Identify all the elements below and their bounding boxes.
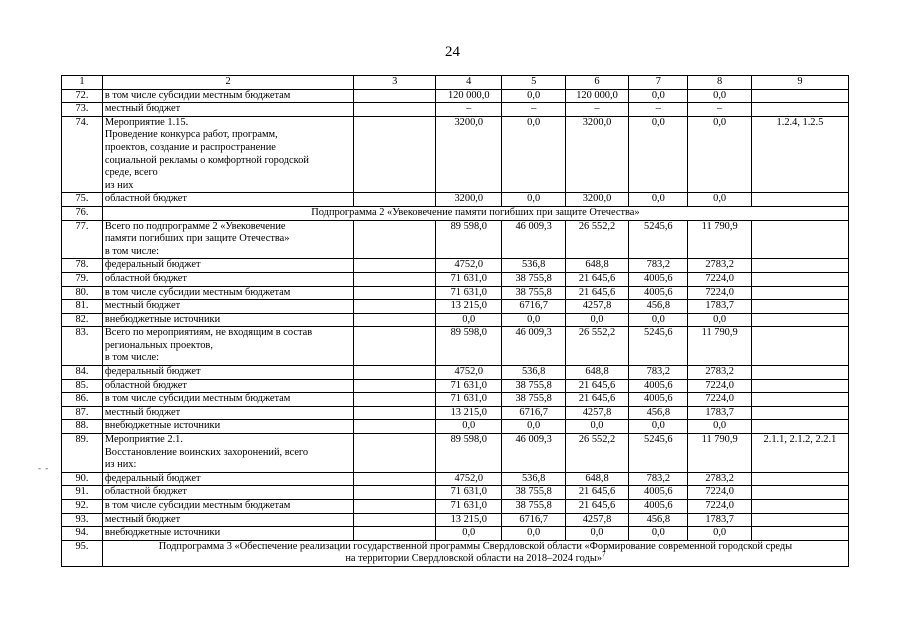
header-cell: 8: [688, 76, 751, 90]
target-indicators: [751, 500, 848, 514]
year-value: 0,0: [688, 89, 751, 103]
year-value: 38 755,8: [502, 486, 565, 500]
table-body: [62, 89, 849, 566]
year-value: 0,0: [688, 420, 751, 434]
row-number: 90.: [62, 472, 103, 486]
total-value: 0,0: [436, 527, 502, 541]
year-value: 0,0: [502, 313, 565, 327]
year-value: 5245,6: [629, 327, 688, 366]
year-value: 0,0: [688, 193, 751, 207]
row-number: 79.: [62, 272, 103, 286]
target-indicators: [751, 89, 848, 103]
item-name: областной бюджет: [102, 272, 353, 286]
target-indicators: [751, 393, 848, 407]
header-cell: 6: [565, 76, 628, 90]
year-value: 1783,7: [688, 406, 751, 420]
year-value: 0,0: [688, 313, 751, 327]
year-value: 38 755,8: [502, 272, 565, 286]
page-number: 24: [445, 44, 460, 60]
year-value: 783,2: [629, 472, 688, 486]
year-value: 0,0: [629, 313, 688, 327]
year-value: 3200,0: [565, 116, 628, 193]
target-indicators: [751, 259, 848, 273]
item-name: областной бюджет: [102, 486, 353, 500]
table-row: [62, 313, 849, 327]
row-number: 75.: [62, 193, 103, 207]
col3-value: [354, 434, 436, 473]
year-value: 0,0: [565, 527, 628, 541]
year-value: 26 552,2: [565, 327, 628, 366]
col3-value: [354, 103, 436, 117]
year-value: 648,8: [565, 259, 628, 273]
year-value: 456,8: [629, 513, 688, 527]
year-value: 4005,6: [629, 379, 688, 393]
year-value: 0,0: [629, 193, 688, 207]
table-row: [62, 327, 849, 366]
row-number: 76.: [62, 206, 103, 220]
item-name: федеральный бюджет: [102, 366, 353, 380]
header-cell: 9: [751, 76, 848, 90]
table-row: [62, 286, 849, 300]
item-name: местный бюджет: [102, 103, 353, 117]
item-name: Мероприятие 2.1. Восстановление воинских захоронений, всего из них:: [102, 434, 353, 473]
year-value: 6716,7: [502, 513, 565, 527]
col3-value: [354, 527, 436, 541]
total-value: 4752,0: [436, 259, 502, 273]
target-indicators: 1.2.4, 1.2.5: [751, 116, 848, 193]
year-value: 21 645,6: [565, 500, 628, 514]
item-name: Мероприятие 1.15. Проведение конкурса работ, программ, проектов, создание и распространение социальной рекламы о комфортной городской среде, всего из них: [102, 116, 353, 193]
total-value: 3200,0: [436, 116, 502, 193]
year-value: –: [629, 103, 688, 117]
total-value: 89 598,0: [436, 327, 502, 366]
col3-value: [354, 300, 436, 314]
year-value: 11 790,9: [688, 220, 751, 259]
item-name: в том числе субсидии местным бюджетам: [102, 500, 353, 514]
row-number: 78.: [62, 259, 103, 273]
item-name: областной бюджет: [102, 379, 353, 393]
footnote-mark: 7: [602, 550, 606, 559]
target-indicators: [751, 366, 848, 380]
target-indicators: [751, 527, 848, 541]
total-value: 71 631,0: [436, 272, 502, 286]
table-row: [62, 89, 849, 103]
total-value: 0,0: [436, 313, 502, 327]
table-row: [62, 434, 849, 473]
target-indicators: [751, 103, 848, 117]
item-name: местный бюджет: [102, 406, 353, 420]
total-value: 71 631,0: [436, 393, 502, 407]
target-indicators: [751, 220, 848, 259]
year-value: 2783,2: [688, 259, 751, 273]
scan-mark: - -: [38, 463, 50, 473]
item-name: Всего по подпрограмме 2 «Увековечение памяти погибших при защите Отечества» в том числе:: [102, 220, 353, 259]
year-value: 4005,6: [629, 500, 688, 514]
year-value: 6716,7: [502, 300, 565, 314]
table-row: [62, 379, 849, 393]
year-value: 1783,7: [688, 513, 751, 527]
year-value: 46 009,3: [502, 327, 565, 366]
item-name: в том числе субсидии местным бюджетам: [102, 393, 353, 407]
row-number: 87.: [62, 406, 103, 420]
target-indicators: [751, 327, 848, 366]
year-value: 5245,6: [629, 434, 688, 473]
year-value: 21 645,6: [565, 393, 628, 407]
table-row: [62, 472, 849, 486]
row-number: 88.: [62, 420, 103, 434]
total-value: 13 215,0: [436, 513, 502, 527]
total-value: 71 631,0: [436, 286, 502, 300]
year-value: –: [502, 103, 565, 117]
item-name: местный бюджет: [102, 300, 353, 314]
table-row: [62, 513, 849, 527]
row-number: 91.: [62, 486, 103, 500]
year-value: 648,8: [565, 472, 628, 486]
total-value: 13 215,0: [436, 406, 502, 420]
total-value: –: [436, 103, 502, 117]
item-name: внебюджетные источники: [102, 420, 353, 434]
row-number: 85.: [62, 379, 103, 393]
row-number: 73.: [62, 103, 103, 117]
table-header-row: [62, 76, 849, 90]
total-value: 0,0: [436, 420, 502, 434]
year-value: 38 755,8: [502, 500, 565, 514]
col3-value: [354, 366, 436, 380]
total-value: 71 631,0: [436, 486, 502, 500]
row-number: 77.: [62, 220, 103, 259]
col3-value: [354, 193, 436, 207]
header-cell: 3: [354, 76, 436, 90]
year-value: 4005,6: [629, 486, 688, 500]
year-value: 3200,0: [565, 193, 628, 207]
header-cell: 4: [436, 76, 502, 90]
row-number: 95.: [62, 540, 103, 566]
year-value: 0,0: [502, 116, 565, 193]
table-row: [62, 259, 849, 273]
year-value: 648,8: [565, 366, 628, 380]
year-value: 26 552,2: [565, 434, 628, 473]
col3-value: [354, 313, 436, 327]
col3-value: [354, 406, 436, 420]
year-value: 7224,0: [688, 272, 751, 286]
item-name: в том числе субсидии местным бюджетам: [102, 286, 353, 300]
row-number: 94.: [62, 527, 103, 541]
row-number: 93.: [62, 513, 103, 527]
year-value: 783,2: [629, 259, 688, 273]
target-indicators: [751, 300, 848, 314]
year-value: 7224,0: [688, 286, 751, 300]
section-title-cell: [102, 540, 848, 566]
col3-value: [354, 259, 436, 273]
year-value: 46 009,3: [502, 434, 565, 473]
year-value: 0,0: [502, 89, 565, 103]
year-value: 4257,8: [565, 406, 628, 420]
total-value: 89 598,0: [436, 434, 502, 473]
year-value: 456,8: [629, 406, 688, 420]
year-value: 536,8: [502, 472, 565, 486]
year-value: 4005,6: [629, 286, 688, 300]
target-indicators: [751, 406, 848, 420]
section-title: Подпрограмма 2 «Увековечение памяти погибших при защите Отечества»: [311, 206, 640, 218]
section-row: [62, 540, 849, 566]
year-value: 0,0: [565, 420, 628, 434]
col3-value: [354, 286, 436, 300]
target-indicators: [751, 313, 848, 327]
year-value: 1783,7: [688, 300, 751, 314]
col3-value: [354, 500, 436, 514]
year-value: 38 755,8: [502, 393, 565, 407]
year-value: 0,0: [502, 420, 565, 434]
year-value: 0,0: [565, 313, 628, 327]
year-value: 7224,0: [688, 379, 751, 393]
year-value: –: [565, 103, 628, 117]
table-row: [62, 103, 849, 117]
year-value: 7224,0: [688, 500, 751, 514]
target-indicators: [751, 513, 848, 527]
row-number: 80.: [62, 286, 103, 300]
year-value: 456,8: [629, 300, 688, 314]
col3-value: [354, 513, 436, 527]
header-cell: 5: [502, 76, 565, 90]
col3-value: [354, 486, 436, 500]
table-row: [62, 393, 849, 407]
target-indicators: [751, 379, 848, 393]
row-number: 86.: [62, 393, 103, 407]
year-value: 2783,2: [688, 472, 751, 486]
year-value: 0,0: [502, 527, 565, 541]
item-name: федеральный бюджет: [102, 259, 353, 273]
total-value: 3200,0: [436, 193, 502, 207]
year-value: 21 645,6: [565, 379, 628, 393]
row-number: 89.: [62, 434, 103, 473]
year-value: 6716,7: [502, 406, 565, 420]
section-title: Подпрограмма 3 «Обеспечение реализации государственной программы Свердловской области «Формирование современной городской среды на территории Свердловской области на 2018–2024 годы»: [158, 540, 793, 565]
table-row: [62, 116, 849, 193]
item-name: Всего по мероприятиям, не входящим в состав региональных проектов, в том числе:: [102, 327, 353, 366]
table-row: [62, 500, 849, 514]
row-number: 72.: [62, 89, 103, 103]
item-name: в том числе субсидии местным бюджетам: [102, 89, 353, 103]
header-cell: 7: [629, 76, 688, 90]
budget-table: [61, 75, 849, 567]
year-value: 21 645,6: [565, 486, 628, 500]
table-row: [62, 366, 849, 380]
row-number: 74.: [62, 116, 103, 193]
year-value: 4005,6: [629, 393, 688, 407]
target-indicators: [751, 193, 848, 207]
year-value: 0,0: [629, 420, 688, 434]
col3-value: [354, 379, 436, 393]
year-value: 783,2: [629, 366, 688, 380]
total-value: 13 215,0: [436, 300, 502, 314]
item-name: внебюджетные источники: [102, 313, 353, 327]
item-name: федеральный бюджет: [102, 472, 353, 486]
row-number: 84.: [62, 366, 103, 380]
col3-value: [354, 220, 436, 259]
year-value: 4257,8: [565, 300, 628, 314]
table-row: [62, 527, 849, 541]
table-row: [62, 220, 849, 259]
row-number: 92.: [62, 500, 103, 514]
year-value: 536,8: [502, 259, 565, 273]
year-value: 5245,6: [629, 220, 688, 259]
year-value: 4005,6: [629, 272, 688, 286]
table-row: [62, 300, 849, 314]
year-value: 7224,0: [688, 393, 751, 407]
col3-value: [354, 327, 436, 366]
header-cell: 2: [102, 76, 353, 90]
total-value: 71 631,0: [436, 500, 502, 514]
year-value: 21 645,6: [565, 286, 628, 300]
target-indicators: [751, 286, 848, 300]
table-row: [62, 420, 849, 434]
year-value: 0,0: [629, 527, 688, 541]
section-title-cell: [102, 206, 848, 220]
year-value: 120 000,0: [565, 89, 628, 103]
col3-value: [354, 89, 436, 103]
year-value: 4257,8: [565, 513, 628, 527]
year-value: 11 790,9: [688, 327, 751, 366]
table-row: [62, 406, 849, 420]
year-value: 7224,0: [688, 486, 751, 500]
year-value: –: [688, 103, 751, 117]
table-row: [62, 486, 849, 500]
year-value: 0,0: [688, 527, 751, 541]
year-value: 0,0: [629, 116, 688, 193]
year-value: 0,0: [629, 89, 688, 103]
table-row: [62, 193, 849, 207]
row-number: 81.: [62, 300, 103, 314]
year-value: 2783,2: [688, 366, 751, 380]
target-indicators: 2.1.1, 2.1.2, 2.2.1: [751, 434, 848, 473]
total-value: 71 631,0: [436, 379, 502, 393]
col3-value: [354, 272, 436, 286]
year-value: 38 755,8: [502, 379, 565, 393]
total-value: 120 000,0: [436, 89, 502, 103]
section-row: [62, 206, 849, 220]
col3-value: [354, 472, 436, 486]
target-indicators: [751, 486, 848, 500]
row-number: 83.: [62, 327, 103, 366]
year-value: 26 552,2: [565, 220, 628, 259]
total-value: 4752,0: [436, 366, 502, 380]
item-name: местный бюджет: [102, 513, 353, 527]
year-value: 38 755,8: [502, 286, 565, 300]
item-name: внебюджетные источники: [102, 527, 353, 541]
row-number: 82.: [62, 313, 103, 327]
year-value: 536,8: [502, 366, 565, 380]
year-value: 0,0: [688, 116, 751, 193]
year-value: 11 790,9: [688, 434, 751, 473]
year-value: 21 645,6: [565, 272, 628, 286]
total-value: 89 598,0: [436, 220, 502, 259]
target-indicators: [751, 472, 848, 486]
header-cell: 1: [62, 76, 103, 90]
target-indicators: [751, 420, 848, 434]
col3-value: [354, 420, 436, 434]
item-name: областной бюджет: [102, 193, 353, 207]
target-indicators: [751, 272, 848, 286]
col3-value: [354, 116, 436, 193]
col3-value: [354, 393, 436, 407]
total-value: 4752,0: [436, 472, 502, 486]
table-row: [62, 272, 849, 286]
year-value: 0,0: [502, 193, 565, 207]
year-value: 46 009,3: [502, 220, 565, 259]
